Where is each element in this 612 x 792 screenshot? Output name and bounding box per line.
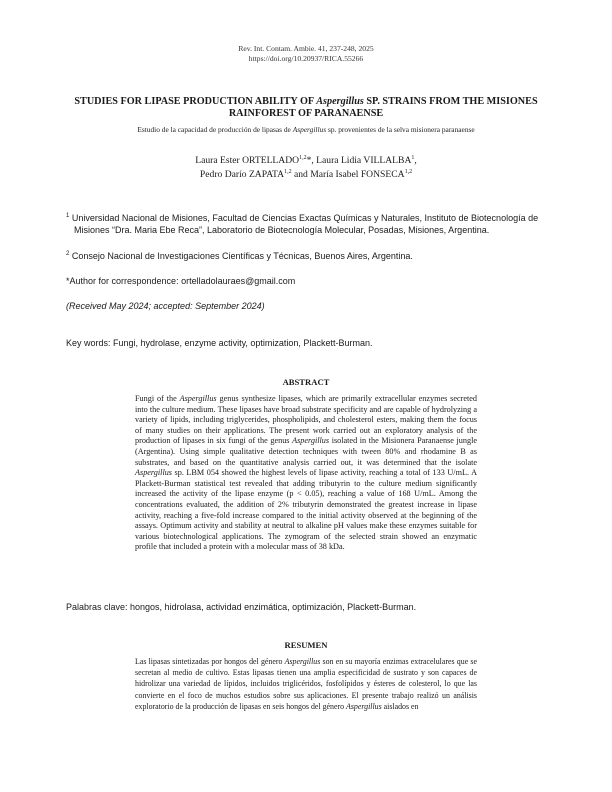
resumen-text: aislados en xyxy=(381,701,419,711)
affiliation-2 xyxy=(66,250,554,262)
author-name: María Isabel FONSECA xyxy=(310,169,405,180)
author-name: Laura Lidia VILLALBA xyxy=(316,155,412,166)
author-affiliation-marker: 1,2 xyxy=(284,168,292,175)
author-list xyxy=(100,154,512,182)
title-part-2: SP. STRAINS FROM THE MISIONES RAINFOREST OF PARANAENSE xyxy=(228,96,538,119)
affiliation-number: 2 xyxy=(66,251,70,257)
affiliation-number: 1 xyxy=(66,213,70,219)
paper-subtitle xyxy=(70,125,542,135)
resumen-text: Las lipasas sintetizadas por hongos del género xyxy=(135,657,285,666)
abstract-text: Fungi of the xyxy=(135,394,180,403)
author-separator: , xyxy=(414,155,417,166)
abstract-genus: Aspergillus xyxy=(135,468,172,478)
resumen-text: son en su mayoría enzimas extracelulares que se secretan al medio de cultivo. Estas lipasas tienen una amplia especificidad de sustrato y son capaces de hidrolizar una variedad de lípidos, incluidos triglicéridos, fosfolípidos y ésteres de colesterol, lo que las convierte en el foco de muchos estudios sobre sus aplicaciones. El presente trabajo realizó un análisis exploratorio de la producción de lipasas en seis hongos del género xyxy=(135,657,477,711)
palabras-clave: Palabras clave: hongos, hidrolasa, actividad enzimática, optimización, Plackett-Burman. xyxy=(66,602,417,612)
journal-citation: Rev. Int. Contam. Ambie. 41, 237-248, 2025 xyxy=(238,44,374,53)
correspondence-note: *Author for correspondence: ortelladolauraes@gmail.com xyxy=(66,276,296,286)
author-separator: , xyxy=(311,155,317,166)
abstract-genus: Aspergillus xyxy=(179,394,217,403)
abstract-body xyxy=(135,394,477,553)
abstract-text: genus synthesize lipases, which are primarily extracellular enzymes secreted into the culture medium. These lipases have broad substrate specificity and are capable of hydrolyzing a variety of lipids, including triglycerides, phospholipids, and cholesterol esters, making them the focus of many studies on their applications. The present work carried out an exploratory analysis of the production of lipases in six fungi of the genus xyxy=(135,394,477,446)
abstract-heading: ABSTRACT xyxy=(282,377,330,387)
doi-link[interactable]: https://doi.org/10.20937/RICA.55266 xyxy=(248,54,364,63)
title-genus: Aspergillus xyxy=(316,96,364,107)
resumen-genus: Aspergillus xyxy=(284,657,321,666)
author-affiliation-marker: 1,2 xyxy=(404,168,413,175)
author-name: Pedro Darío ZAPATA xyxy=(199,169,285,180)
subtitle-genus: Aspergillus xyxy=(292,125,327,134)
paper-title xyxy=(70,96,542,120)
affiliation-text: Universidad Nacional de Misiones, Facultad de Ciencias Exactas Químicas y Naturales, Instituto de Biotecnología de Misiones “Dra. Maria Ebe Reca”, Laboratorio de Biotecnología Molecular, Posadas, Misiones, Argentina. xyxy=(71,213,539,235)
author-name: Laura Ester ORTELLADO xyxy=(195,155,300,166)
abstract-text: isolated in the Misionera Paranaense jungle (Argentina). Using simple qualitative detection techniques with tween 80% and rhodamine B as substrates, and based on the quantitative analysis carried out, it was determined that the isolate xyxy=(135,436,477,467)
author-affiliation-marker: 1 xyxy=(411,154,415,161)
affiliation-1 xyxy=(66,212,554,236)
abstract-genus: Aspergillus xyxy=(292,436,330,446)
received-dates: (Received May 2024; accepted: September 2024) xyxy=(66,301,265,311)
keywords: Key words: Fungi, hydrolase, enzyme activity, optimization, Plackett-Burman. xyxy=(66,338,373,348)
resumen-genus: Aspergillus xyxy=(346,701,382,711)
resumen-heading: RESUMEN xyxy=(284,640,328,650)
author-separator: and xyxy=(291,169,311,180)
resumen-body xyxy=(135,656,477,712)
abstract-text: sp. LBM 054 showed the highest levels of lipase activity, reaching a total of 133 U/mL. A Plackett-Burman statistical test revealed that adding tributyrin to the culture medium significantly increased the activity of the lipase enzyme (p < 0.05), reaching a value of 168 U/mL. Among the concentrations evaluated, the addition of 2% tributyrin demonstrated the greatest increase in lipase activity, reaching a five-fold increase compared to the initial activity observed at the beginning of the assays. Optimum activity and stability at neutral to alkaline pH values make these enzymes suitable for various biotechnological applications. The zymogram of the selected strain showed an enzymatic profile that included a protein with a molecular mass of 38 kDa. xyxy=(135,468,477,552)
corresponding-author-mark: * xyxy=(306,155,312,166)
author-affiliation-marker: 1,2 xyxy=(299,154,307,161)
subtitle-part-1: Estudio de la capacidad de producción de lipasas de xyxy=(137,125,293,134)
subtitle-part-2: sp. provenientes de la selva misionera paranaense xyxy=(326,125,475,134)
journal-header xyxy=(0,44,612,64)
title-part-1: STUDIES FOR LIPASE PRODUCTION ABILITY OF xyxy=(74,96,317,107)
affiliation-text: Consejo Nacional de Investigaciones Científicas y Técnicas, Buenos Aires, Argentina. xyxy=(71,251,413,261)
